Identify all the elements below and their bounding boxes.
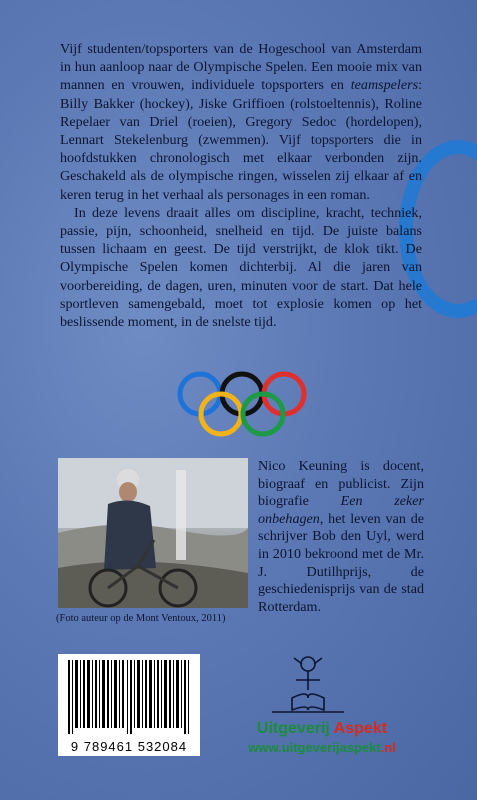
author-photo	[58, 458, 248, 608]
reader-figure-icon	[212, 650, 432, 720]
olympic-rings-icon	[172, 370, 312, 440]
isbn-number: 9 789461 532084	[70, 739, 188, 754]
barcode-bars	[58, 658, 200, 738]
blurb-text	[60, 40, 422, 331]
isbn-barcode	[58, 654, 200, 756]
blurb-paragraph-1: Vijf studenten/topsporters van de Hogeschool van Amsterdam in hun aanloop naar de Olympische Spelen. Een mooie mix van mannen en vrouwen, individuele topsporters en teamspelers: Billy Bakker (hockey), Jiske Griffioen (rolstoeltennis), Roline Repelaer van Driel (roeien), Gregory Sedoc (hordelopen), Lennart Stekelenburg (zwemmen). Vijf topsporters die in hoofdstukken chronologisch met elkaar verbonden zijn. Geschakeld als de olympische ringen, wisselen zij elkaar af en keren terug in het verhaal als personages in een roman.	[60, 41, 422, 203]
blurb-paragraph-2: In deze levens draait alles om discipline, kracht, techniek, passie, pijn, schoonheid, snelheid en tijd. De juiste balans tussen lichaam en geest. De tijd verstrijkt, de klok tikt. De Olympische Spelen komen dichterbij. Al die jaren van voorbereiding, de dagen, uren, minuten voor de start. Dat hele sportleven samengebald, moet tot explosie komen op het beslissende moment, in de snelste tijd.	[60, 204, 422, 331]
photo-caption: (Foto auteur op de Mont Ventoux, 2011)	[56, 613, 226, 624]
emphasis-teamspelers: teamspelers	[350, 77, 419, 94]
cyclist-photo-illustration	[58, 458, 248, 608]
author-bio: Nico Keuning is docent, biograaf en publicist. Zijn biografie Een zeker onbehagen, het leven van de schrijver Bob den Uyl, werd in 2010 bekroond met de Mr. J. Dutilhprijs, de geschiedenisprijs van de stad Rotterdam.	[258, 458, 424, 615]
publisher-logo	[212, 650, 432, 760]
publisher-name: Uitgeverij Aspekt	[256, 720, 388, 737]
publisher-url[interactable]: www.uitgeverijaspekt.nl	[248, 740, 396, 755]
book-title-emphasis: Een zeker onbehagen	[258, 493, 424, 527]
